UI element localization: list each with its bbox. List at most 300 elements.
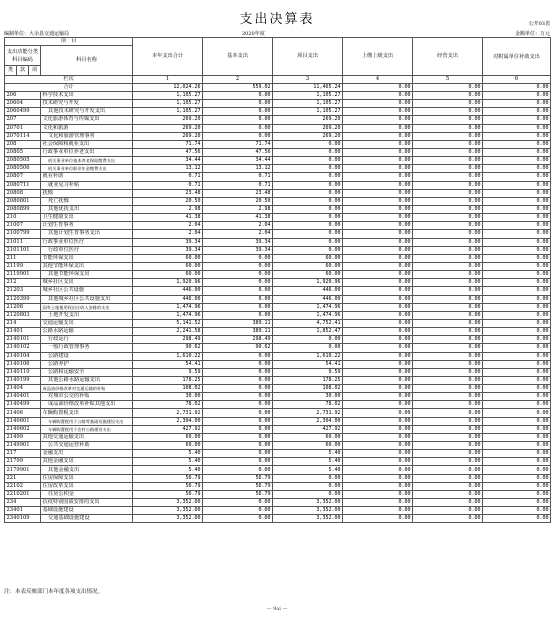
expenditure-table [4,37,551,523]
amount-cell: 0.00 [413,181,483,189]
subject-code: 2140104 [5,352,41,360]
amount-cell: 0.00 [413,254,483,262]
amount-cell: 427.92 [273,425,343,433]
amount-cell: 0.00 [483,173,551,181]
amount-cell: 0.00 [343,328,413,336]
amount-cell: 0.00 [413,450,483,458]
amount-cell: 3,352.00 [133,515,203,523]
amount-cell: 0.00 [343,254,413,262]
subject-name: 其他公路水路运输支出 [41,376,133,384]
amount-cell: 0.00 [203,100,273,108]
subject-code: 2080711 [5,181,41,189]
amount-cell: 0.00 [483,165,551,173]
table-row [5,490,551,498]
table-row [5,238,551,246]
amount-cell: 0.00 [343,507,413,515]
subject-code: 210 [5,214,41,222]
amount-cell: 0.00 [413,157,483,165]
table-row [5,279,551,287]
amount-cell: 0.00 [343,189,413,197]
amount-cell: 0.00 [273,344,343,352]
subject-code: 21499 [5,433,41,441]
amount-cell: 0.00 [483,344,551,352]
table-row [5,157,551,165]
subject-code: 208 [5,140,41,148]
table-row [5,376,551,384]
table-row [5,271,551,279]
amount-cell: 0.00 [343,246,413,254]
amount-cell: 0.00 [413,214,483,222]
subject-name: 一般行政管理事务 [41,344,133,352]
subject-name: 金融支出 [41,450,133,458]
subject-name: 文化和旅游管理事务 [41,132,133,140]
amount-cell: 56.79 [203,482,273,490]
amount-cell: 0.00 [343,205,413,213]
amount-cell: 90.62 [203,344,273,352]
amount-cell: 0.00 [203,254,273,262]
subject-code: 211 [5,254,41,262]
amount-cell: 0.00 [203,352,273,360]
subject-name: 城乡社区支出 [41,279,133,287]
amount-cell: 60.00 [273,442,343,450]
amount-cell: 0.00 [483,360,551,368]
amount-cell: 178.25 [273,376,343,384]
amount-cell: 0.00 [483,116,551,124]
amount-cell: 34.44 [133,157,203,165]
col-no-1: 1 [133,76,203,84]
subject-code: 20604 [5,100,41,108]
amount-cell: 0.00 [203,458,273,466]
amount-cell: 0.00 [483,238,551,246]
subject-name: 城乡社区公共设施 [41,287,133,295]
amount-cell: 0.00 [203,287,273,295]
table-row [5,409,551,417]
amount-cell: 0.00 [273,238,343,246]
amount-cell: 0.00 [343,303,413,311]
amount-cell: 0.00 [343,515,413,523]
amount-cell: 78.02 [273,401,343,409]
amount-cell: 5.40 [133,450,203,458]
subject-name: 就业补助 [41,173,133,181]
amount-cell: 0.00 [273,157,343,165]
amount-cell: 0.00 [413,360,483,368]
subject-name: 住房公积金 [41,490,133,498]
amount-cell: 0.00 [273,214,343,222]
amount-cell: 269.20 [133,124,203,132]
table-row [5,140,551,148]
amount-cell: 20.50 [203,197,273,205]
amount-cell: 0.00 [343,181,413,189]
amount-cell: 0.00 [483,295,551,303]
amount-cell: 0.00 [413,458,483,466]
amount-cell: 5.40 [273,458,343,466]
total-cell: 559.02 [203,84,273,92]
subject-code: 20807 [5,173,41,181]
amount-cell: 0.00 [203,108,273,116]
amount-cell: 0.00 [483,214,551,222]
amount-cell: 0.00 [413,100,483,108]
amount-cell: 0.00 [413,368,483,376]
year-label: 2020年度 [242,31,265,37]
subject-name: 住房改革支出 [41,482,133,490]
amount-cell: 0.00 [413,222,483,230]
table-row [5,246,551,254]
table-row [5,132,551,140]
amount-cell: 2.04 [203,222,273,230]
total-cell: 0.00 [413,84,483,92]
subject-name: 公路和运输安全 [41,368,133,376]
amount-cell: 0.00 [343,376,413,384]
amount-cell: 0.00 [483,140,551,148]
amount-cell: 0.00 [203,311,273,319]
amount-cell: 2,304.00 [133,417,203,425]
amount-cell: 90.62 [133,344,203,352]
amount-cell: 5.40 [273,450,343,458]
amount-cell: 0.00 [413,376,483,384]
amount-cell: 0.00 [203,409,273,417]
amount-cell: 0.00 [413,515,483,523]
subject-code: 20701 [5,124,41,132]
subject-name: 公路水路运输 [41,328,133,336]
table-row [5,100,551,108]
amount-cell: 0.00 [343,466,413,474]
amount-cell: 0.00 [483,246,551,254]
subject-name: 公路建设 [41,352,133,360]
amount-cell: 0.00 [203,425,273,433]
amount-cell: 60.00 [133,442,203,450]
amount-cell: 0.00 [343,409,413,417]
subject-name: 车辆购置税用于公路等基础设施建设支出 [41,417,133,425]
subject-code: 2340109 [5,515,41,523]
amount-cell: 0.00 [413,116,483,124]
amount-cell: 23.48 [133,189,203,197]
amount-cell: 0.00 [483,157,551,165]
amount-cell: 0.00 [483,189,551,197]
amount-cell: 47.56 [203,148,273,156]
amount-cell: 0.00 [343,295,413,303]
subject-code: 20805 [5,148,41,156]
amount-cell: 0.00 [343,490,413,498]
amount-cell: 0.00 [483,254,551,262]
subject-name: 死亡抚恤 [41,197,133,205]
amount-cell: 0.00 [413,287,483,295]
subject-name: 其他交通运输支出 [41,433,133,441]
subject-name: 行政事业单位医疗 [41,238,133,246]
amount-cell: 0.71 [133,173,203,181]
subject-name: 行政事业单位养老支出 [41,148,133,156]
subject-name: 机关事业单位基本养老保险缴费支出 [41,157,133,165]
subject-name: 社会保障和就业支出 [41,140,133,148]
amount-cell: 0.00 [203,466,273,474]
table-row [5,344,551,352]
amount-cell: 0.00 [413,336,483,344]
amount-cell: 0.00 [343,279,413,287]
amount-cell: 2.04 [203,230,273,238]
header-project: 项目支出 [273,38,343,76]
amount-cell: 0.00 [343,336,413,344]
amount-cell: 1,105.27 [133,108,203,116]
amount-cell: 47.56 [133,148,203,156]
table-row [5,433,551,441]
amount-cell: 0.00 [343,499,413,507]
amount-cell: 0.00 [413,295,483,303]
table-row [5,197,551,205]
amount-cell: 0.71 [203,173,273,181]
table-row [5,360,551,368]
money-unit-label: 金额单位：万元 [514,31,550,37]
subject-code: 2140110 [5,368,41,376]
amount-cell: 269.20 [133,132,203,140]
subject-code: 2140101 [5,336,41,344]
amount-cell: 0.00 [413,401,483,409]
amount-cell: 0.00 [203,376,273,384]
table-row [5,303,551,311]
amount-cell: 0.00 [343,197,413,205]
subject-name: 抚恤 [41,189,133,197]
table-row [5,205,551,213]
amount-cell: 0.00 [343,344,413,352]
amount-cell: 39.34 [203,238,273,246]
amount-cell: 1,474.96 [133,303,203,311]
table-row [5,116,551,124]
subject-code: 21799 [5,458,41,466]
amount-cell: 0.00 [483,311,551,319]
table-row [5,230,551,238]
amount-cell: 0.00 [343,311,413,319]
subject-name: 住房保障支出 [41,474,133,482]
amount-cell: 0.71 [203,181,273,189]
subject-code: 2100799 [5,230,41,238]
footnote: 注：本表反映部门本年度各项支出情况。 [4,589,104,595]
amount-cell: 0.00 [483,474,551,482]
amount-cell: 9.59 [133,368,203,376]
subject-name: 就业见习补贴 [41,181,133,189]
table-row [5,458,551,466]
amount-cell: 23.48 [203,189,273,197]
amount-cell: 0.00 [483,271,551,279]
amount-cell: 1,474.96 [273,311,343,319]
subject-name: 公共交通运营补助 [41,442,133,450]
amount-cell: 3,352.00 [133,499,203,507]
amount-cell: 0.00 [203,262,273,270]
amount-cell: 0.00 [203,295,273,303]
table-row [5,214,551,222]
subject-name: 国有土地使用权出让收入安排的支出 [41,303,133,311]
amount-cell: 0.00 [483,499,551,507]
amount-cell: 0.00 [483,328,551,336]
amount-cell: 1,610.22 [273,352,343,360]
amount-cell: 0.71 [133,181,203,189]
amount-cell: 60.00 [133,271,203,279]
amount-cell: 2,304.00 [273,417,343,425]
amount-cell: 5.40 [273,466,343,474]
amount-cell: 0.00 [203,360,273,368]
amount-cell: 298.49 [203,336,273,344]
amount-cell: 0.00 [483,442,551,450]
amount-cell: 0.00 [413,132,483,140]
total-cell: 11,465.24 [273,84,343,92]
amount-cell: 56.79 [133,490,203,498]
amount-cell: 0.00 [483,279,551,287]
amount-cell: 5.40 [133,458,203,466]
amount-cell: 0.00 [343,352,413,360]
subject-code: 206 [5,92,41,100]
amount-cell: 0.00 [483,132,551,140]
subject-name: 车辆购置税支出 [41,409,133,417]
header-subsidy: 对附属单位补助支出 [483,38,551,76]
amount-cell: 0.00 [483,393,551,401]
amount-cell: 0.00 [343,262,413,270]
amount-cell: 0.00 [483,319,551,327]
amount-cell: 0.00 [413,319,483,327]
amount-cell: 269.20 [273,124,343,132]
table-row [5,165,551,173]
total-cell: 0.00 [483,84,551,92]
amount-cell: 0.00 [413,417,483,425]
amount-cell: 0.00 [343,140,413,148]
amount-cell: 0.00 [413,352,483,360]
table-row [5,466,551,474]
amount-cell: 0.00 [483,466,551,474]
subject-name: 文化和旅游 [41,124,133,132]
amount-cell: 0.00 [413,433,483,441]
amount-cell: 0.00 [483,376,551,384]
amount-cell: 0.00 [343,108,413,116]
table-row [5,515,551,523]
amount-cell: 1,920.96 [273,279,343,287]
amount-cell: 34.44 [203,157,273,165]
subject-code: 217 [5,450,41,458]
amount-cell: 0.00 [273,173,343,181]
amount-cell: 0.00 [203,417,273,425]
amount-cell: 60.00 [133,254,203,262]
amount-cell: 108.02 [133,385,203,393]
amount-cell: 0.00 [413,165,483,173]
amount-cell: 0.00 [343,433,413,441]
amount-cell: 60.00 [273,254,343,262]
amount-cell: 0.00 [273,165,343,173]
amount-cell: 269.20 [273,116,343,124]
subject-code: 2060499 [5,108,41,116]
amount-cell: 78.02 [133,401,203,409]
table-row [5,328,551,336]
amount-cell: 54.41 [133,360,203,368]
subject-code: 21401 [5,328,41,336]
amount-cell: 108.02 [273,385,343,393]
amount-cell: 60.00 [273,271,343,279]
amount-cell: 0.00 [483,490,551,498]
amount-cell: 0.00 [343,287,413,295]
amount-cell: 0.00 [413,442,483,450]
page-number: — 9ai — [266,606,288,612]
amount-cell: 0.00 [413,344,483,352]
amount-cell: 0.00 [343,458,413,466]
amount-cell: 0.00 [483,287,551,295]
amount-cell: 0.00 [203,442,273,450]
subject-name: 其他优抚支出 [41,205,133,213]
subject-name: 交通运输支出 [41,319,133,327]
amount-cell: 0.00 [413,189,483,197]
amount-cell: 0.00 [343,124,413,132]
amount-cell: 178.25 [133,376,203,384]
table-row [5,474,551,482]
amount-cell: 0.00 [483,352,551,360]
subject-code: 234 [5,499,41,507]
amount-cell: 446.00 [273,295,343,303]
amount-cell: 0.00 [343,450,413,458]
subject-name: 其他城乡社区公共设施支出 [41,295,133,303]
amount-cell: 2.04 [133,222,203,230]
amount-cell: 13.12 [203,165,273,173]
header-xiang: 项 [29,66,41,76]
table-row [5,352,551,360]
amount-cell: 60.00 [133,433,203,441]
amount-cell: 3,352.00 [273,515,343,523]
amount-cell: 0.00 [413,425,483,433]
table-body [5,92,551,523]
amount-cell: 0.00 [483,401,551,409]
subject-name: 行政运行 [41,336,133,344]
amount-cell: 0.00 [413,279,483,287]
amount-cell: 0.00 [343,474,413,482]
amount-cell: 13.12 [133,165,203,173]
amount-cell: 0.00 [483,409,551,417]
subject-code: 212 [5,279,41,287]
col-no-5: 5 [413,76,483,84]
subject-code: 2070114 [5,132,41,140]
amount-cell: 60.00 [273,262,343,270]
amount-cell: 39.34 [133,246,203,254]
table-row [5,425,551,433]
amount-cell: 298.49 [133,336,203,344]
amount-cell: 39.34 [133,238,203,246]
amount-cell: 0.00 [273,181,343,189]
amount-cell: 1,920.96 [133,279,203,287]
amount-cell: 0.00 [413,124,483,132]
subject-code: 21011 [5,238,41,246]
subject-name: 对城市公交的补贴 [41,393,133,401]
amount-cell: 1,105.27 [273,92,343,100]
amount-cell: 60.00 [273,433,343,441]
amount-cell: 1,610.22 [133,352,203,360]
amount-cell: 0.00 [413,92,483,100]
table-row [5,222,551,230]
total-cell: 0.00 [343,84,413,92]
subject-name: 成品油价格改革对交通运输的补贴 [41,385,133,393]
amount-cell: 71.74 [133,140,203,148]
amount-cell: 0.00 [413,490,483,498]
subject-name: 其他节能环保支出 [41,262,133,270]
amount-cell: 0.00 [273,197,343,205]
page-title: 支出决算表 [239,12,315,27]
amount-cell: 0.00 [203,279,273,287]
amount-cell: 0.00 [483,458,551,466]
amount-cell: 0.00 [413,482,483,490]
header-total: 本年支出合计 [133,38,203,76]
table-row [5,262,551,270]
amount-cell: 0.00 [273,222,343,230]
amount-cell: 30.00 [133,393,203,401]
amount-cell: 0.00 [413,140,483,148]
amount-cell: 0.00 [343,238,413,246]
amount-cell: 389.11 [203,328,273,336]
amount-cell: 0.00 [483,262,551,270]
col-no-2: 2 [203,76,273,84]
amount-cell: 0.00 [413,466,483,474]
subject-name: 其他节能环保支出 [41,271,133,279]
subject-name: 行政单位医疗 [41,246,133,254]
subject-code: 2120803 [5,311,41,319]
